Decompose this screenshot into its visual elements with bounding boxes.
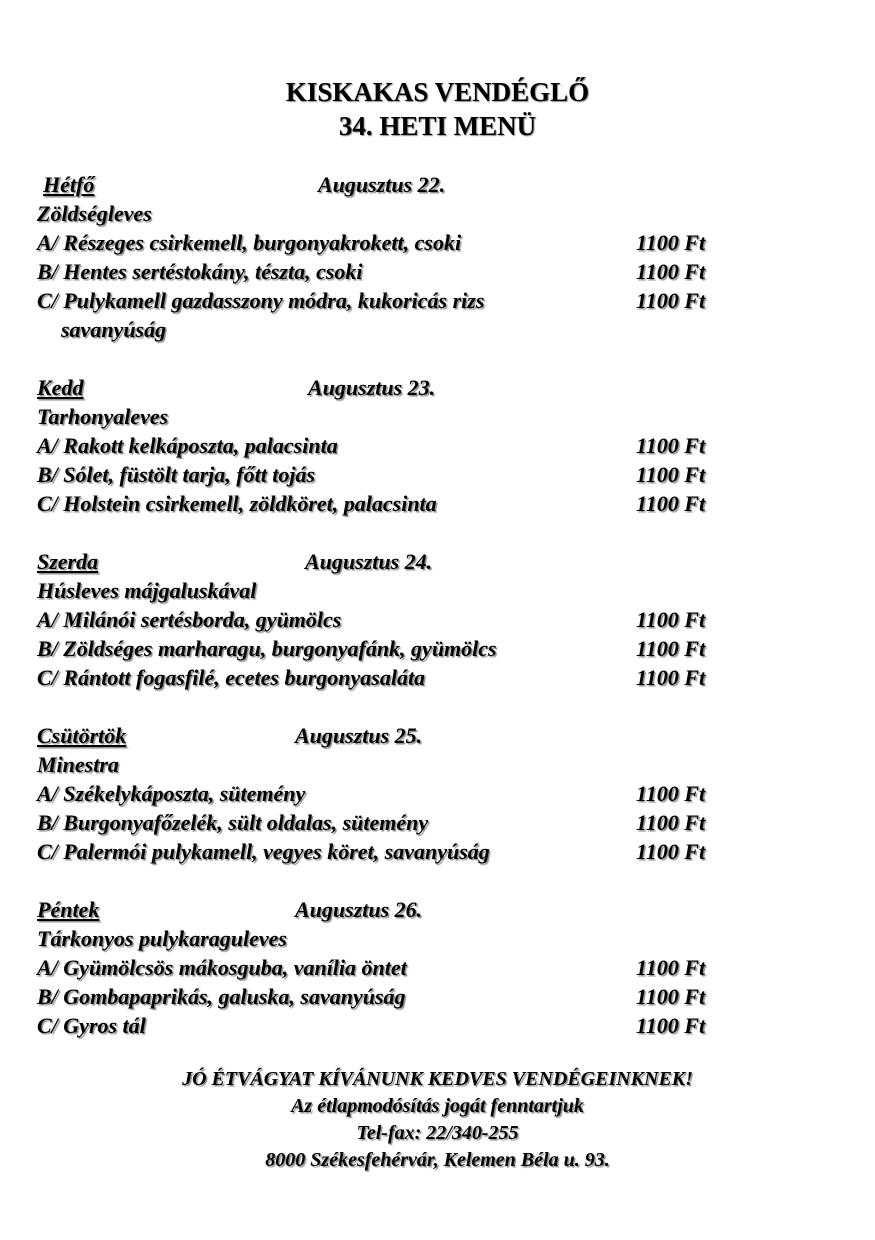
day-header	[37, 547, 837, 576]
day-date: Augusztus 25.	[295, 723, 423, 748]
day-wednesday	[37, 547, 837, 692]
dish-price: 1100 Ft	[636, 491, 706, 516]
soup	[37, 750, 837, 779]
dish-name: A/ Részeges csirkemell, burgonyakrokett, csoki	[37, 230, 462, 255]
dish-name: B/ Gombapaprikás, galuska, savanyúság	[37, 984, 406, 1009]
dish-name: C/ Rántott fogasfilé, ecetes burgonyasaláta	[37, 665, 426, 690]
dish-price: 1100 Ft	[636, 810, 706, 835]
phone-text: Tel-fax: 22/340-255	[356, 1122, 519, 1144]
soup-name: Tárkonyos pulykaraguleves	[37, 926, 287, 951]
dish-price: 1100 Ft	[636, 665, 706, 690]
day-header	[37, 721, 837, 750]
notice-text: Az étlapmodósítás jogát fenntartjuk	[291, 1095, 584, 1117]
day-name: Hétfő	[43, 172, 95, 197]
day-date: Augusztus 26.	[295, 897, 423, 922]
day-name: Szerda	[37, 549, 99, 574]
soup	[37, 199, 837, 228]
dish-name: C/ Palermói pulykamell, vegyes köret, savanyúság	[37, 839, 490, 864]
week-menu-title: 34. HETI MENÜ	[338, 111, 537, 141]
dish-name: C/ Holstein csirkemell, zöldköret, palacsinta	[37, 491, 437, 516]
dish-name: B/ Hentes sertéstokány, tészta, csoki	[37, 259, 363, 284]
dish-name: C/ Pulykamell gazdasszony módra, kukoricás rizs	[37, 288, 485, 313]
day-header	[37, 895, 837, 924]
menu-item	[37, 663, 837, 692]
soup	[37, 924, 837, 953]
day-name: Kedd	[37, 375, 84, 400]
dish-price: 1100 Ft	[636, 984, 706, 1009]
greeting-text: JÓ ÉTVÁGYAT KÍVÁNUNK KEDVES VENDÉGEINKNEK!	[182, 1068, 693, 1090]
dish-price: 1100 Ft	[636, 636, 706, 661]
dish-name: A/ Rakott kelkáposzta, palacsinta	[37, 433, 338, 458]
menu-item	[37, 460, 837, 489]
address-text: 8000 Székesfehérvár, Kelemen Béla u. 93.	[265, 1149, 610, 1171]
footer	[0, 1066, 875, 1174]
dish-price: 1100 Ft	[636, 955, 706, 980]
restaurant-name: KISKAKAS VENDÉGLŐ	[285, 77, 590, 107]
menu-item-extra	[37, 315, 837, 344]
day-thursday	[37, 721, 837, 866]
menu-item	[37, 982, 837, 1011]
menu-item	[37, 634, 837, 663]
dish-price: 1100 Ft	[636, 607, 706, 632]
day-monday	[37, 170, 837, 344]
dish-name: B/ Zöldséges marharagu, burgonyafánk, gyümölcs	[37, 636, 497, 661]
soup	[37, 402, 837, 431]
dish-name: B/ Burgonyafőzelék, sült oldalas, sütemény	[37, 810, 429, 835]
dish-price: 1100 Ft	[636, 288, 706, 313]
dish-extra: savanyúság	[61, 317, 167, 342]
dish-price: 1100 Ft	[636, 433, 706, 458]
menu-item	[37, 228, 837, 257]
dish-price: 1100 Ft	[636, 839, 706, 864]
menu-item	[37, 837, 837, 866]
dish-price: 1100 Ft	[636, 259, 706, 284]
menu-item	[37, 1011, 837, 1040]
day-date: Augusztus 22.	[318, 172, 446, 197]
dish-price: 1100 Ft	[636, 462, 706, 487]
day-header	[37, 170, 837, 199]
day-name: Csütörtök	[37, 723, 127, 748]
dish-price: 1100 Ft	[636, 1013, 706, 1038]
day-name: Péntek	[37, 897, 100, 922]
dish-name: A/ Székelykáposzta, sütemény	[37, 781, 306, 806]
menu-item	[37, 489, 837, 518]
dish-name: A/ Milánói sertésborda, gyümölcs	[37, 607, 342, 632]
soup-name: Húsleves májgaluskával	[37, 578, 257, 603]
soup-name: Tarhonyaleves	[37, 404, 169, 429]
dish-name: A/ Gyümölcsös mákosguba, vanília öntet	[37, 955, 407, 980]
dish-price: 1100 Ft	[636, 230, 706, 255]
day-header	[37, 373, 837, 402]
day-tuesday	[37, 373, 837, 518]
menu-item	[37, 779, 837, 808]
day-date: Augusztus 24.	[305, 549, 433, 574]
dish-name: B/ Sólet, füstölt tarja, főtt tojás	[37, 462, 316, 487]
menu-item	[37, 257, 837, 286]
day-date: Augusztus 23.	[308, 375, 436, 400]
menu-item	[37, 286, 837, 315]
menu-item	[37, 431, 837, 460]
day-friday	[37, 895, 837, 1040]
soup	[37, 576, 837, 605]
weekly-menu	[37, 170, 837, 1069]
dish-name: C/ Gyros tál	[37, 1013, 146, 1038]
menu-item	[37, 953, 837, 982]
menu-item	[37, 808, 837, 837]
soup-name: Minestra	[37, 752, 119, 777]
soup-name: Zöldségleves	[37, 201, 152, 226]
dish-price: 1100 Ft	[636, 781, 706, 806]
menu-item	[37, 605, 837, 634]
